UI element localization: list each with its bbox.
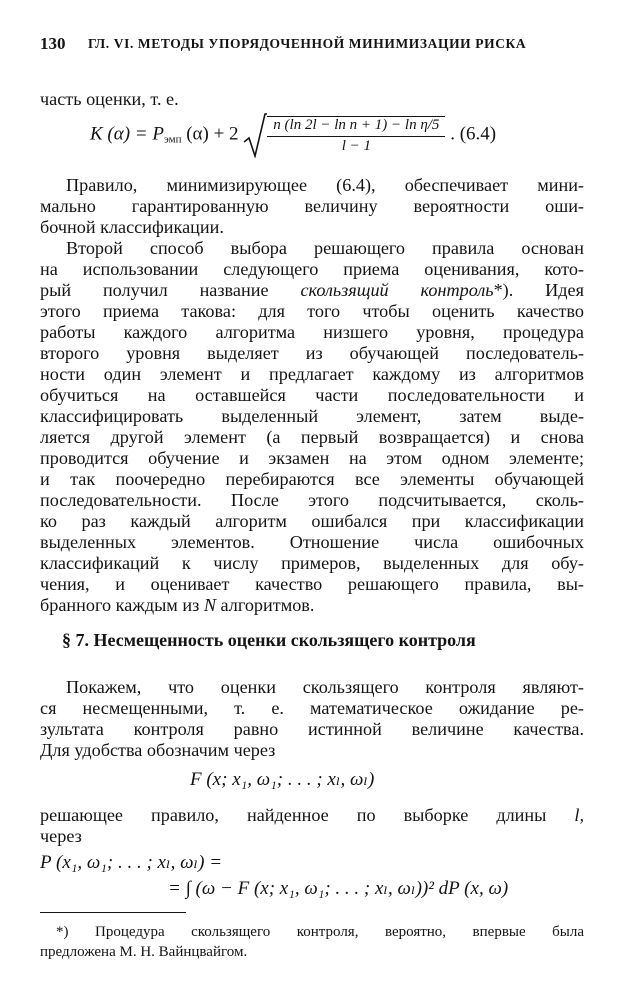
- var-N: N: [203, 595, 216, 615]
- para2-line: работы каждого алгоритма низшего уровня, процедура: [40, 322, 584, 342]
- para2-line: ко раз каждый алгоритм ошибался при классификации: [40, 511, 584, 531]
- footnote-line: предложена М. Н. Вайнцвайгом.: [40, 944, 248, 960]
- radical-sign: [243, 112, 267, 158]
- running-header: [40, 34, 586, 56]
- para3-line: зультата контроля равно истинной величине качества.: [40, 719, 584, 739]
- para2-line: классификаций к числу примеров, выделенных для обу-: [40, 553, 584, 573]
- para2-line: ляется другой элемент (а первый возвращается) и снова: [40, 427, 584, 447]
- para2-line3-end: *). Идея: [493, 280, 584, 300]
- para4-line: [40, 804, 584, 826]
- para4-line: через: [40, 826, 82, 846]
- para2-line: обучиться на оставшейся части последовательности и: [40, 385, 584, 405]
- term-sliding-control: скользящий контроль: [300, 280, 494, 300]
- para2-line: проводится обучение и экзамен на этом одном элементе;: [40, 448, 584, 468]
- fraction-denominator: l − 1: [341, 137, 372, 154]
- section-heading: § 7. Несмещенность оценки скользящего контроля: [62, 630, 476, 650]
- para2-last-end: алгоритмов.: [220, 595, 315, 615]
- equation-number: (6.4): [459, 123, 497, 145]
- para1-line: Правило, минимизирующее (6.4), обеспечивает мини-: [66, 175, 584, 195]
- fraction-numerator: n (ln 2l − ln n + 1) − ln η/5: [267, 117, 445, 137]
- para2-line-term: [40, 279, 584, 301]
- formula-P-line2: = ∫ (ω − F (x; x₁, ω₁; . . . ; xₗ, ωₗ))² dP (x, ω): [168, 878, 509, 899]
- para3-line: Для удобства обозначим через: [40, 740, 276, 760]
- para2-line: ности один элемент и предлагает каждому из алгоритмов: [40, 364, 584, 384]
- para3-line: ся несмещенными, т. е. математическое ожидание ре-: [40, 698, 584, 718]
- para2-line: выделенных элементов. Отношение числа ошибочных: [40, 532, 584, 552]
- formula-P-line1: P (x₁, ω₁; . . . ; xₗ, ωₗ) =: [40, 852, 223, 873]
- para2-line: на использовании следующего приема оценивания, кото-: [40, 259, 584, 279]
- para2-line: Второй способ выбора решающего правила основан: [66, 238, 584, 258]
- para2-line: второго уровня выделяет из обучающей последователь-: [40, 343, 584, 363]
- para2-line: классифицировать выделенный элемент, затем выде-: [40, 406, 584, 426]
- para1-line: мально гарантированную величину вероятности оши-: [40, 196, 584, 216]
- page-number: 130: [40, 34, 66, 53]
- para2-line: этого приема такова: для того чтобы оценить качество: [40, 301, 584, 321]
- chapter-title: ГЛ. VI. МЕТОДЫ УПОРЯДОЧЕННОЙ МИНИМИЗАЦИИ РИСКА: [88, 36, 527, 51]
- para2-last-start: бранного каждым из: [40, 595, 200, 615]
- intro-line: часть оценки, т. е.: [40, 89, 179, 109]
- formula-lhs-rest: (α) + 2: [186, 123, 239, 145]
- footnote-line: *) Процедура скользящего контроля, вероятно, впервые была: [56, 924, 584, 940]
- para4-line1-start: решающее правило, найденное по выборке длины: [40, 805, 547, 825]
- para2-last-line: [40, 594, 314, 616]
- formula-6-4: [90, 112, 496, 158]
- footnote-rule: [40, 912, 186, 913]
- sqrt-expression: [243, 112, 445, 158]
- formula-lhs: K (α) = P: [90, 123, 164, 145]
- para3-line: Покажем, что оценки скользящего контроля являют-: [66, 677, 584, 697]
- formula-decision-rule: F (x; x₁, ω₁; . . . ; xₗ, ωₗ): [190, 769, 375, 790]
- para2-line3-start: рый получил название: [40, 280, 269, 300]
- formula-period: .: [450, 123, 455, 145]
- para1-line: бочной классификации.: [40, 217, 224, 237]
- radicand-fraction: [267, 116, 445, 155]
- para2-line: и так поочередно перебираются все элементы обучающей: [40, 469, 584, 489]
- formula-lhs-sub: эмп: [163, 133, 182, 146]
- var-l: l,: [574, 805, 585, 825]
- para2-line: чения, и оценивает качество решающего правила, вы-: [40, 574, 584, 594]
- para2-line: последовательности. После этого подсчитывается, сколь-: [40, 490, 584, 510]
